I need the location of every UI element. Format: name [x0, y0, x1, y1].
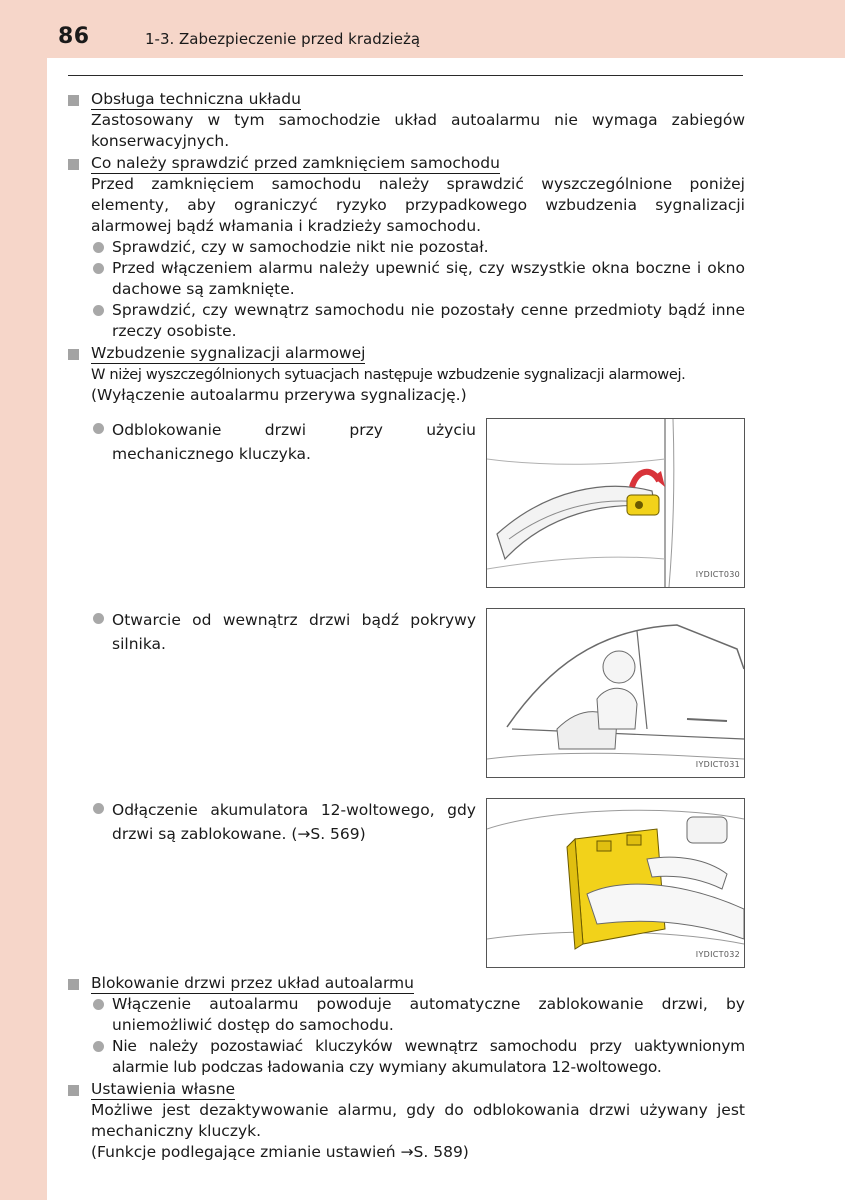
trigger-item-row — [68, 798, 745, 968]
list-item: Odłączenie akumulatora 12-woltowego, gdy drzwi są zablokowane. (→S. 569) — [91, 798, 476, 968]
triggering-note: (Wyłączenie autoalarmu przerywa sygnalizację.) — [91, 386, 467, 404]
maintenance-text: Zastosowany w tym samochodzie układ autoalarmu nie wymaga zabiegów konserwacyjnych. — [91, 111, 745, 150]
square-bullet-icon — [68, 95, 79, 106]
header-band — [47, 0, 845, 58]
header-rule — [68, 75, 743, 76]
battery-illustration — [487, 799, 744, 967]
heading-maintenance: Obsługa techniczna układu — [68, 90, 745, 110]
list-item: Przed włączeniem alarmu należy upewnić się, czy wszystkie okna boczne i okno dachowe są zamknięte. — [91, 258, 745, 300]
list-item: Sprawdzić, czy wewnątrz samochodu nie pozostały cenne przedmioty bądź inne rzeczy osobiste. — [91, 300, 745, 342]
trigger-item-row — [68, 608, 745, 778]
section-title: 1-3. Zabezpieczenie przed kradzieżą — [145, 30, 421, 48]
list-item: Włączenie autoalarmu powoduje automatyczne zablokowanie drzwi, by uniemożliwić dostęp do samochodu. — [91, 994, 745, 1036]
list-item: Odblokowanie drzwi przy użyciu mechanicznego kluczyka. — [91, 418, 476, 588]
circle-bullet-icon — [93, 263, 104, 274]
check-before-text: Przed zamknięciem samochodu należy sprawdzić wyszczególnione poniżej elementy, aby ograniczyć ryzyko przypadkowego wzbudzenia sygnalizacji alarmowej bądź włamania i kradzieży samochodu. — [91, 175, 745, 235]
door-handle-illustration — [487, 419, 744, 587]
circle-bullet-icon — [93, 423, 104, 434]
custom-text: Możliwe jest dezaktywowanie alarmu, gdy do odblokowania drzwi używany jest mechaniczny kluczyk. — [91, 1101, 745, 1140]
square-bullet-icon — [68, 979, 79, 990]
figure-open-door — [486, 608, 745, 778]
square-bullet-icon — [68, 1085, 79, 1096]
heading-alarm-triggering: Wzbudzenie sygnalizacji alarmowej — [68, 344, 745, 364]
figure-code: IYDICT031 — [695, 760, 740, 769]
list-item: Nie należy pozostawiać kluczyków wewnątrz samochodu przy uaktywnionym alarmie lub podczas ładowania czy wymiany akumulatora 12-woltowego. — [91, 1036, 745, 1078]
figure-code: IYDICT032 — [695, 950, 740, 959]
circle-bullet-icon — [93, 613, 104, 624]
car-interior-illustration — [487, 609, 744, 777]
figure-code: IYDICT030 — [695, 570, 740, 579]
circle-bullet-icon — [93, 305, 104, 316]
figure-battery — [486, 798, 745, 968]
list-item: Otwarcie od wewnątrz drzwi bądź pokrywy silnika. — [91, 608, 476, 778]
figure-door-key — [486, 418, 745, 588]
trigger-item-row — [68, 418, 745, 588]
side-strip — [0, 0, 47, 1200]
heading-door-lock: Blokowanie drzwi przez układ autoalarmu — [68, 974, 745, 994]
page-number: 86 — [58, 24, 90, 49]
heading-check-before: Co należy sprawdzić przed zamknięciem samochodu — [68, 154, 745, 174]
list-item: Sprawdzić, czy w samochodzie nikt nie pozostał. — [91, 237, 745, 258]
square-bullet-icon — [68, 349, 79, 360]
circle-bullet-icon — [93, 999, 104, 1010]
page-content — [68, 90, 745, 1163]
square-bullet-icon — [68, 159, 79, 170]
circle-bullet-icon — [93, 1041, 104, 1052]
triggering-text: W niżej wyszczególnionych sytuacjach następuje wzbudzenie sygnalizacji alarmowej. — [91, 366, 686, 383]
circle-bullet-icon — [93, 242, 104, 253]
custom-note: (Funkcje podlegające zmianie ustawień →S. 589) — [91, 1143, 469, 1161]
circle-bullet-icon — [93, 803, 104, 814]
heading-custom-settings: Ustawienia własne — [68, 1080, 745, 1100]
